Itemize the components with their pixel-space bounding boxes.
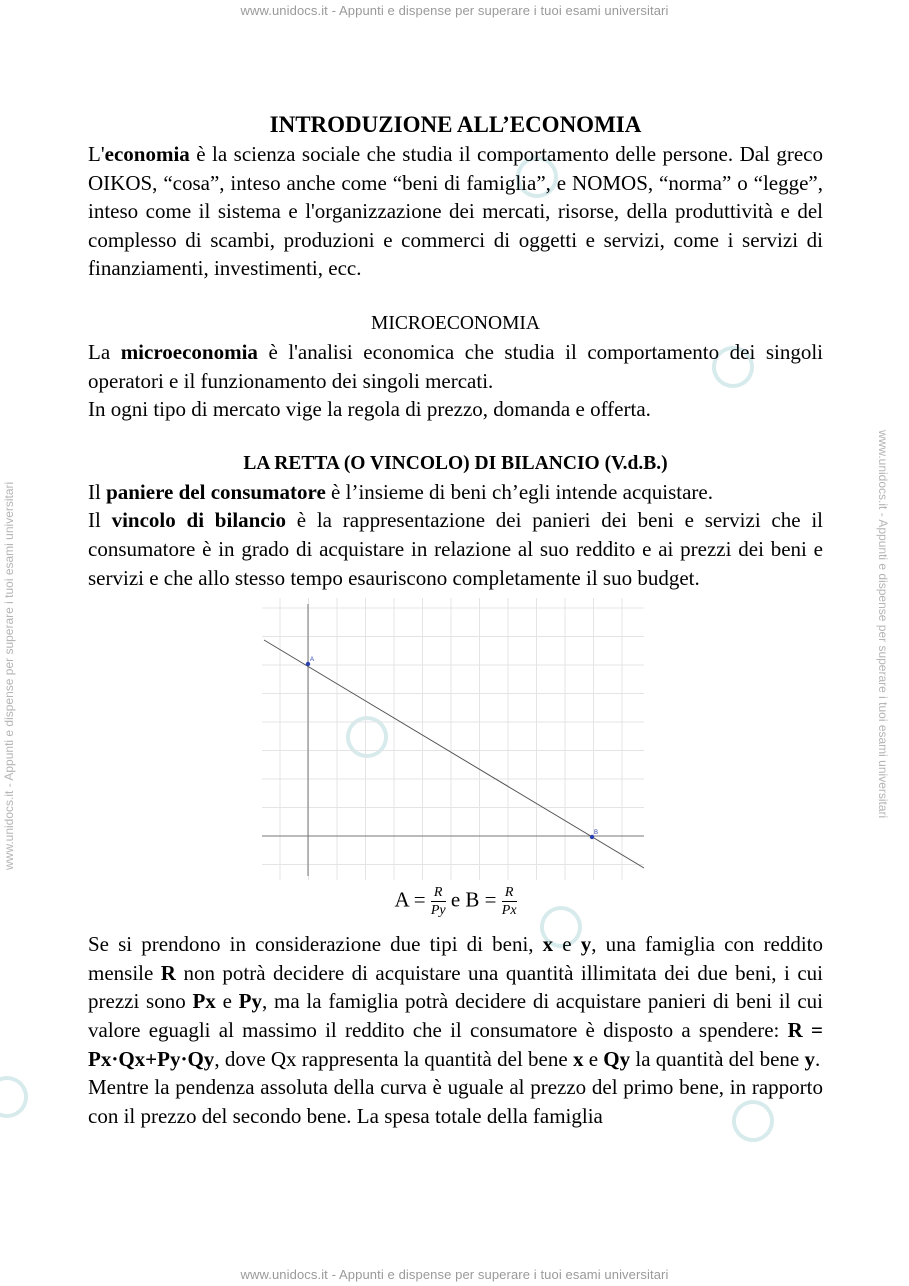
- document-page: [88, 110, 823, 1130]
- micro-lead: La: [88, 339, 121, 364]
- fraction-b-den: Px: [501, 903, 517, 919]
- fraction-b: [502, 884, 517, 919]
- watermark-right: www.unidocs.it - Appunti e dispense per superare i tuoi esami universitari: [876, 430, 890, 819]
- fraction-a: [431, 884, 446, 919]
- budget-p1-term: paniere del consumatore: [106, 479, 326, 504]
- body-last-paragraph: Mentre la pendenza assoluta della curva è uguale al prezzo del primo bene, in rapporto con il prezzo del secondo bene. La spesa totale della famiglia: [88, 1075, 823, 1128]
- intro-text: è la scienza sociale che studia il comportamento delle persone. Dal greco OIKOS, “cosa”, inteso anche come “beni di famiglia”, e NOMOS, “norma” o “legge”, inteso come il sistema e l'organizzazione dei mercati, risorse, della produttività e del complesso di scambi, produzioni e commerci di oggetti e servizi, come i servizi di finanziamenti, investimenti, ecc.: [88, 142, 823, 281]
- formula: [88, 884, 823, 930]
- body-text: e: [583, 1046, 604, 1071]
- budget-line-graph: [88, 594, 823, 884]
- body-text: e: [553, 932, 581, 957]
- budget-paragraph-1: [88, 478, 823, 507]
- budget-paragraph-2: [88, 506, 823, 592]
- micro-line2: In ogni tipo di mercato vige la regola di prezzo, domanda e offerta.: [88, 397, 651, 422]
- formula-join: e B =: [450, 887, 497, 912]
- formula-a-label: A =: [394, 887, 426, 912]
- body-text: , dove Qx rappresenta la quantità del bene: [214, 1046, 573, 1071]
- body-bold: Py: [238, 989, 262, 1014]
- micro-term: microeconomia: [120, 339, 258, 364]
- body-text: e: [215, 989, 239, 1014]
- body-bold: Qy: [603, 1046, 631, 1071]
- graph-grid: [262, 598, 644, 880]
- page-title: INTRODUZIONE ALL’ECONOMIA: [269, 112, 642, 137]
- budget-p1-text: è l’insieme di beni ch’egli intende acquistare.: [325, 479, 713, 504]
- intro-lead: L': [88, 142, 105, 166]
- watermark-bottom: www.unidocs.it - Appunti e dispense per superare i tuoi esami universitari: [240, 1267, 669, 1282]
- intro-term: economia: [104, 142, 190, 166]
- budget-p1-lead: Il: [88, 479, 107, 504]
- budget-p2-lead: Il: [88, 508, 112, 533]
- body-bold: x: [542, 932, 554, 957]
- micro-heading: MICROECONOMIA: [370, 312, 540, 334]
- body-bold: y: [580, 932, 592, 957]
- fraction-a-num: R: [431, 884, 446, 902]
- micro-paragraph: [88, 338, 823, 395]
- budget-p2-term: vincolo di bilancio: [111, 508, 286, 533]
- body-bold: y: [804, 1046, 815, 1071]
- budget-p2-text: è la rappresentazione dei panieri dei beni e servizi che il consumatore è in grado di acquistare in relazione al suo reddito e ai prezzi dei beni e servizi e che allo stesso tempo esauriscono completamente il suo budget.: [88, 508, 824, 590]
- intro-paragraph: [88, 140, 823, 283]
- body-bold: x: [572, 1046, 584, 1071]
- watermark-logo-icon: [0, 1068, 36, 1125]
- micro-text: è l'analisi economica che studia il comportamento dei singoli operatori e il funzionamento dei singoli mercati.: [88, 339, 823, 393]
- fraction-b-num: R: [502, 884, 517, 902]
- body-text: .: [814, 1046, 821, 1071]
- watermark-top: www.unidocs.it - Appunti e dispense per superare i tuoi esami universitari: [240, 3, 669, 18]
- body-bold: Px: [192, 989, 216, 1014]
- body-text: , ma la famiglia potrà decidere di acquistare panieri di beni il cui valore eguagli al massimo il reddito che il consumatore è disposto a spendere:: [88, 989, 823, 1042]
- graph-svg: [260, 594, 646, 884]
- body-text: non potrà decidere di acquistare una quantità illimitata dei due beni, i cui prezzi sono: [88, 960, 823, 1014]
- body-bold: R: [160, 960, 176, 985]
- watermark-left: www.unidocs.it - Appunti e dispense per superare i tuoi esami universitari: [2, 481, 16, 870]
- point-a-label: A: [310, 657, 315, 664]
- point-b-label: B: [594, 830, 599, 837]
- budget-line: [264, 640, 644, 868]
- body-paragraph: [88, 930, 823, 1073]
- fraction-a-den: Py: [430, 903, 446, 919]
- body-text: Se si prendono in considerazione due tipi di beni,: [88, 932, 543, 957]
- budget-heading: LA RETTA (O VINCOLO) DI BILANCIO (V.d.B.): [243, 452, 668, 474]
- body-text: , una famiglia con reddito mensile: [88, 932, 823, 985]
- body-equation: R = Px·Qx+Py·Qy: [88, 1017, 823, 1071]
- body-text: la quantità del bene: [630, 1046, 805, 1071]
